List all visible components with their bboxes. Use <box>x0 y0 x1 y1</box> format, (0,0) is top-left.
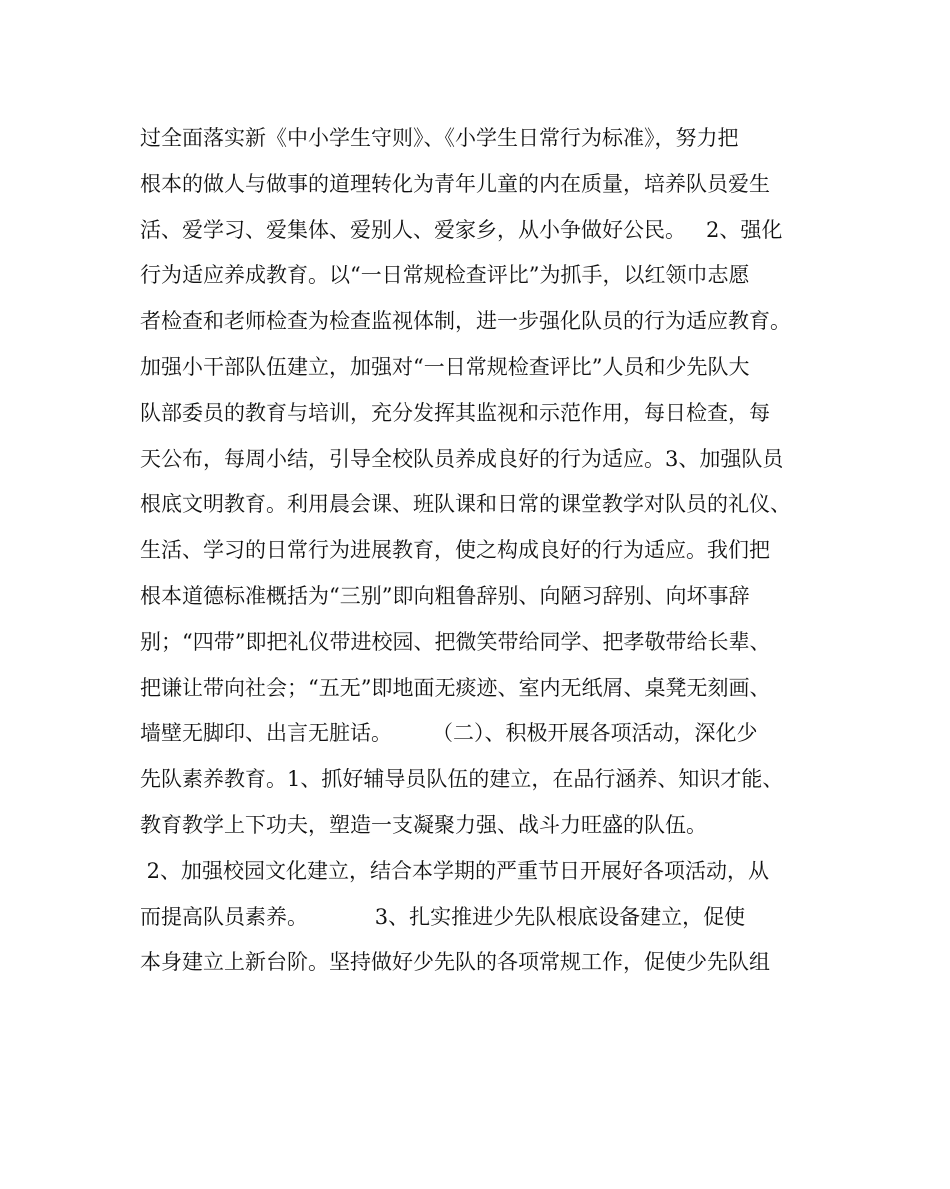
text-line: 者检查和老师检查为检查监视体制，进一步强化队员的行为适应教育。 <box>140 309 791 334</box>
text-line: 教育教学上下功夫，塑造一支凝聚力强、战斗力旺盛的队伍。 <box>140 812 707 837</box>
text-line: 生活、学习的日常行为进展教育，使之构成良好的行为适应。我们把 <box>140 538 770 563</box>
text-line: 天公布，每周小结，引导全校队员养成良好的行为适应。3、加强队员 <box>140 446 784 471</box>
text-line: 本身建立上新台阶。坚持做好少先队的各项常规工作，促使少先队组 <box>140 950 770 975</box>
text-line: 而提高队员素养。 3、扎实推进少先队根底设备建立，促使 <box>140 904 746 929</box>
text-line: 墙壁无脚印、出言无脏话。 （二）、积极开展各项活动，深化少 <box>140 721 758 746</box>
text-line: 行为适应养成教育。以“一日常规检查评比”为抓手，以红领巾志愿 <box>140 263 750 288</box>
text-line: 把谦让带向社会；“五无”即地面无痰迹、室内无纸屑、桌凳无刻画、 <box>140 675 771 700</box>
text-line: 根本道德标准概括为“三别”即向粗鲁辞别、向陋习辞别、向坏事辞 <box>140 583 750 608</box>
text-line: 先队素养教育。1、抓好辅导员队伍的建立，在品行涵养、知识才能、 <box>140 767 784 792</box>
text-line: 活、爱学习、爱集体、爱别人、爱家乡，从小争做好公民。 2、强化 <box>140 217 783 242</box>
text-line: 2、加强校园文化建立，结合本学期的严重节日开展好各项活动，从 <box>140 858 770 883</box>
text-line: 别；“四带”即把礼仪带进校园、把微笑带给同学、把孝敬带给长辈、 <box>140 629 771 654</box>
body-text <box>140 122 820 992</box>
text-line: 根本的做人与做事的道理转化为青年儿童的内在质量，培养队员爱生 <box>140 171 770 196</box>
text-line: 过全面落实新《中小学生守则》、《小学生日常行为标准》，努力把 <box>140 126 739 150</box>
text-line: 加强小干部队伍建立，加强对“一日常规检查评比”人员和少先队大 <box>140 354 750 379</box>
text-line: 根底文明教育。利用晨会课、班队课和日常的课堂教学对队员的礼仪、 <box>140 492 791 517</box>
text-line: 队部委员的教育与培训，充分发挥其监视和示范作用，每日检查，每 <box>140 400 770 425</box>
